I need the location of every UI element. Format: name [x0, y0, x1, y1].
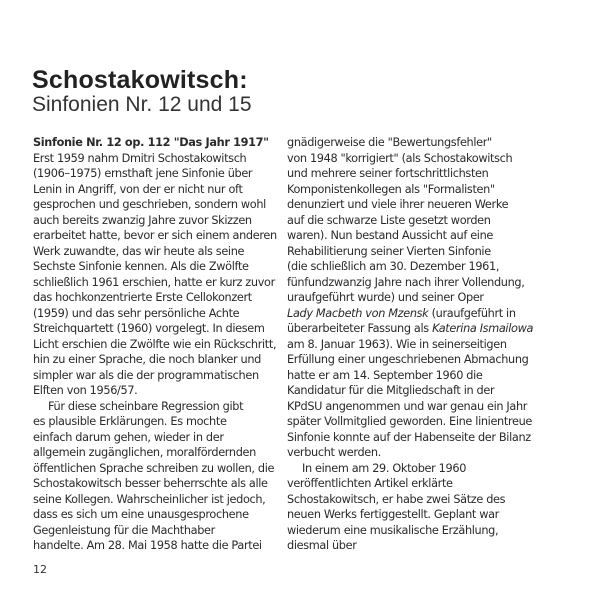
- text-line: [33, 151, 293, 167]
- text-segment: handelte. Am 28. Mai 1958 hatte die Partei: [33, 539, 262, 552]
- text-line: [33, 399, 293, 415]
- text-line: [287, 228, 547, 244]
- text-segment: allgemein zugänglichen, moralfördernden: [33, 446, 256, 459]
- text-segment: von 1948 "korrigiert" (als Schostakowitsch: [287, 151, 513, 165]
- text-line: [287, 337, 547, 353]
- text-segment: veröffentlichten Artikel erklärte: [287, 477, 453, 490]
- text-line: [33, 306, 293, 322]
- text-line: [287, 244, 547, 260]
- text-segment: Elften von 1956/57.: [33, 384, 138, 397]
- text-line: [287, 476, 547, 492]
- text-line: [287, 414, 547, 430]
- text-line: [287, 182, 547, 198]
- text-line: [287, 306, 547, 322]
- text-segment: Erst 1959 nahm Dmitri Schostakowitsch: [33, 151, 247, 165]
- text-line: [287, 290, 547, 306]
- text-line: [33, 182, 293, 198]
- text-segment: denunziert und viele ihrer neueren Werke: [287, 198, 509, 211]
- text-segment: diesmal über: [287, 539, 357, 552]
- text-segment: simpler war als die der programmatischen: [33, 368, 259, 382]
- text-line: [33, 538, 293, 554]
- text-line: [287, 523, 547, 539]
- text-segment: KPdSU angenommen und war genau ein Jahr: [287, 399, 528, 413]
- text-segment: schließlich 1961 erschien, hatte er kurz zuvor: [33, 275, 275, 289]
- page-title: Schostakowitsch:: [32, 66, 248, 94]
- text-segment: Rehabilitierung seiner Vierten Sinfonie: [287, 244, 491, 258]
- text-segment: neuen Werks fertiggestellt. Geplant war: [287, 508, 499, 521]
- text-segment: einfach darum gehen, wieder in der: [33, 430, 224, 444]
- text-segment: verbucht werden.: [287, 446, 381, 459]
- text-line: [287, 507, 547, 523]
- text-line: [33, 492, 293, 508]
- text-line: [33, 321, 293, 337]
- text-segment: das hochkonzentrierte Erste Cellokonzert: [33, 291, 252, 304]
- text-segment: wiederum eine musikalische Erzählung,: [287, 523, 499, 537]
- text-segment: überarbeiteter Fassung als: [287, 322, 433, 335]
- text-segment: auf die schwarze Liste gesetzt worden: [287, 213, 491, 227]
- text-segment: uraufgeführt wurde) und seiner Oper: [287, 291, 484, 304]
- text-segment: Erfüllung einer ungeschriebenen Abmachung: [287, 353, 529, 366]
- text-segment: Sinfonie Nr. 12 op. 112 "Das Jahr 1917": [33, 136, 269, 149]
- text-line: [33, 414, 293, 430]
- text-line: [287, 538, 547, 554]
- text-segment: Für diese scheinbare Regression gibt: [48, 399, 244, 413]
- text-segment: (1906–1975) ernsthaft jene Sinfonie über: [33, 167, 253, 180]
- text-segment: (1959) und das sehr persönliche Achte: [33, 306, 240, 320]
- text-line: [33, 259, 293, 275]
- text-line: [287, 368, 547, 384]
- text-segment: und mehrere seiner fortschrittlichsten: [287, 167, 489, 180]
- text-segment: (uraufgeführt in: [428, 306, 516, 320]
- text-line: [287, 259, 547, 275]
- text-line: [287, 492, 547, 508]
- text-line: [287, 151, 547, 167]
- text-line: [33, 445, 293, 461]
- text-segment: gnädigerweise die "Bewertungsfehler": [287, 136, 492, 149]
- text-segment: seine Kollegen. Wahrscheinlicher ist jedoch,: [33, 492, 266, 506]
- text-line: [33, 430, 293, 446]
- text-line: [287, 275, 547, 291]
- text-segment: Schostakowitsch besser beherrschte als alle: [33, 477, 268, 490]
- text-line: [33, 244, 293, 260]
- text-segment: Lenin in Angriff, von der er nicht nur oft: [33, 182, 243, 196]
- text-segment: dass es sich um eine unausgesprochene: [33, 508, 249, 521]
- text-segment: (die schließlich am 30. Dezember 1961,: [287, 260, 500, 273]
- text-segment: Komponistenkollegen als "Formalisten": [287, 182, 495, 196]
- text-line: [287, 430, 547, 446]
- text-line: [33, 368, 293, 384]
- text-column-left: [33, 135, 293, 554]
- text-line: [33, 352, 293, 368]
- text-segment: erarbeitet hatte, bevor er sich einem anderen: [33, 229, 277, 242]
- text-line: [287, 321, 547, 337]
- text-segment: auch bereits zwanzig Jahre zuvor Skizzen: [33, 213, 252, 227]
- text-segment: Licht erschien die Zwölfte wie ein Rückschritt,: [33, 337, 277, 351]
- text-segment: Sechste Sinfonie kennen. Als die Zwölfte: [33, 260, 249, 273]
- text-column-right: [287, 135, 547, 554]
- text-segment: Kandidatur für die Mitgliedschaft in der: [287, 384, 495, 397]
- text-segment: waren). Nun bestand Aussicht auf eine: [287, 229, 493, 242]
- text-line: [33, 213, 293, 229]
- section-heading: [33, 135, 293, 151]
- text-line: [287, 197, 547, 213]
- text-line: [33, 166, 293, 182]
- text-segment: Sinfonie konnte auf der Habenseite der Bilanz: [287, 430, 531, 444]
- page-subtitle: Sinfonien Nr. 12 und 15: [32, 93, 252, 116]
- text-line: [287, 399, 547, 415]
- italic-title: Katerina Ismailowa: [432, 322, 534, 335]
- text-line: [287, 166, 547, 182]
- text-segment: Werk zuwandte, das wir heute als seine: [33, 244, 245, 258]
- text-segment: fünfundzwanzig Jahre nach ihrer Vollendung,: [287, 275, 525, 289]
- page-number: 12: [33, 563, 47, 576]
- text-line: [33, 290, 293, 306]
- text-line: [33, 337, 293, 353]
- text-segment: später Vollmitglied geworden. Eine linientreue: [287, 415, 532, 428]
- text-line: [287, 352, 547, 368]
- text-line: [33, 383, 293, 399]
- text-segment: hin zu einer Sprache, die noch blanker und: [33, 353, 261, 366]
- text-line: [287, 135, 547, 151]
- text-line: [33, 275, 293, 291]
- italic-title: Lady Macbeth von Mzensk: [287, 306, 429, 320]
- text-line: [33, 507, 293, 523]
- text-segment: Gegenleistung für die Machthaber: [33, 523, 215, 537]
- text-segment: öffentlichen Sprache schreiben zu wollen, die: [33, 461, 275, 475]
- text-line: [287, 383, 547, 399]
- text-line: [33, 228, 293, 244]
- text-segment: hatte er am 14. September 1960 die: [287, 368, 483, 382]
- text-line: [287, 213, 547, 229]
- text-segment: Schostakowitsch, er habe zwei Sätze des: [287, 492, 506, 506]
- text-line: [287, 445, 547, 461]
- text-line: [33, 197, 293, 213]
- text-segment: In einem am 29. Oktober 1960: [302, 461, 467, 475]
- text-line: [33, 523, 293, 539]
- text-line: [33, 461, 293, 477]
- text-segment: gesprochen und geschrieben, sondern wohl: [33, 198, 266, 211]
- text-segment: es plausible Erklärungen. Es mochte: [33, 415, 227, 428]
- text-segment: Streichquartett (1960) vorgelegt. In diesem: [33, 322, 265, 335]
- text-line: [287, 461, 547, 477]
- text-segment: am 8. Januar 1963). Wie in seinerseitigen: [287, 337, 507, 351]
- text-line: [33, 476, 293, 492]
